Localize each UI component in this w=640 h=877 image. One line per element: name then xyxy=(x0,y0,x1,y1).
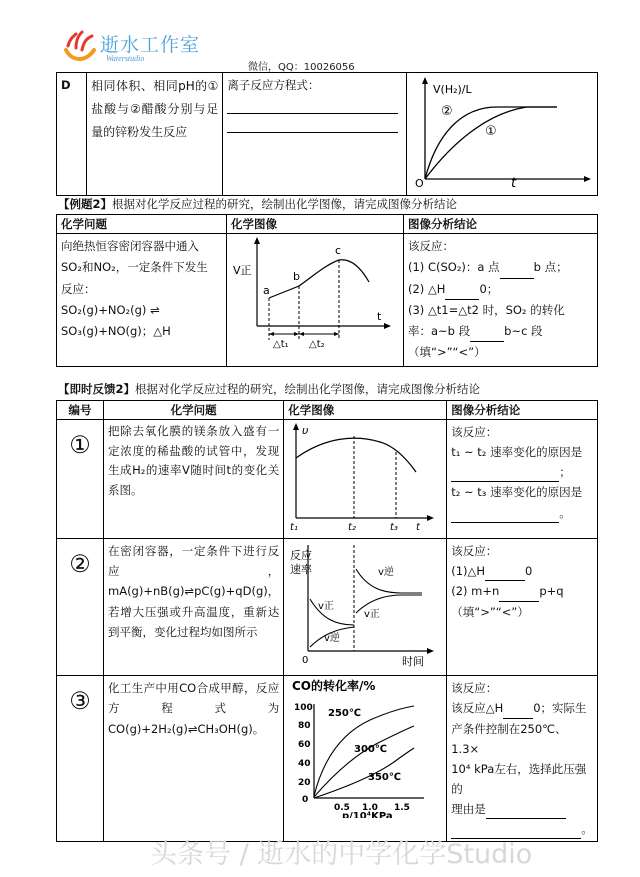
point-c: c xyxy=(335,244,342,257)
example2-problem xyxy=(57,234,227,367)
contact-info: 微信，QQ：10026056 xyxy=(248,62,355,73)
row-problem: 把除去氧化膜的镁条放入盛有一定浓度的稀盐酸的试管中，发现生成H₂的速率V随时间t的变化关系图。 xyxy=(104,420,284,539)
label-vzheng-1: v正 xyxy=(318,601,335,613)
conclusion-line: （填“>”“<”） xyxy=(408,345,486,360)
ytick: 40 xyxy=(298,759,311,770)
example2-graph-cell xyxy=(227,234,404,367)
point-a: a xyxy=(263,284,270,297)
header-conclusion: 图像分析结论 xyxy=(404,215,598,234)
equation-cell xyxy=(223,73,407,196)
tick-t3: t₃ xyxy=(390,522,399,532)
row-label: D xyxy=(57,73,87,196)
example2-conclusion xyxy=(404,234,598,367)
row-number: ② xyxy=(57,539,104,676)
logo-subtitle: Waterstudio xyxy=(106,54,145,63)
logo xyxy=(62,28,232,68)
graph-ylabel: V正 xyxy=(233,264,252,277)
conclusion-line: 率：a~b 段 b~c 段 xyxy=(408,321,593,342)
problem-line: 反应： xyxy=(61,281,96,296)
series-250: 250℃ xyxy=(328,708,362,720)
row-conclusion: 该反应： (1)△H 0 (2) m+n p+q （填“>”“<”） xyxy=(447,539,598,676)
series-300: 300℃ xyxy=(354,744,388,756)
header-graph: 化学图像 xyxy=(284,401,447,420)
ytick: 0 xyxy=(302,795,309,806)
ylabel-part: 速率 xyxy=(290,563,313,577)
point-b: b xyxy=(293,270,300,283)
co-conversion-graph xyxy=(284,676,438,818)
example2-heading xyxy=(58,196,457,212)
row-graph-cell xyxy=(284,420,447,539)
graph-ylabel: υ xyxy=(302,424,309,437)
row-conclusion: 该反应： t₁ ~ t₂ 速率变化的原因是 ； t₂ ~ t₃ 速率变化的原因是 。 xyxy=(447,420,598,539)
feedback2-heading xyxy=(58,381,480,397)
zinc-acid-graph xyxy=(407,73,597,189)
example2-text: 根据对化学反应过程的研究，绘制出化学图像，请完成图像分析结论 xyxy=(112,197,458,211)
row-graph-cell xyxy=(284,539,447,676)
delta-t1: △t₁ xyxy=(273,339,289,350)
ytick: 20 xyxy=(298,778,311,789)
watermark: 头条号 / 逝水的中学化学Studio xyxy=(150,839,533,870)
series-350: 350℃ xyxy=(368,772,402,784)
tick-t1: t₁ xyxy=(290,522,299,532)
ytick: 100 xyxy=(294,703,314,714)
graph-origin: O xyxy=(415,177,424,189)
label-vzheng-2: v正 xyxy=(364,609,381,621)
row-number: ③ xyxy=(57,676,104,842)
equation-label: 离子反应方程式： xyxy=(227,78,320,92)
row-conclusion: 该反应： 该反应△H 0；实际生 产条件控制在250℃、1.3× 10⁴ kPa左右，选择此压强的 理由是 。 xyxy=(447,676,598,842)
curve-label-1: ① xyxy=(485,124,497,139)
header-number: 编号 xyxy=(57,401,104,420)
feedback2-tag: 【即时反馈2】 xyxy=(58,382,136,396)
problem-line: SO₃(g)+NO(g)；△H xyxy=(61,324,171,339)
graph-title: CO的转化率/% xyxy=(292,679,376,694)
example2-graph xyxy=(227,234,395,350)
logo-title: 逝水工作室 xyxy=(100,34,201,56)
row-problem: 化工生产中用CO合成甲醇，反应方程式为CO(g)+2H₂(g)⇌CH₃OH(g)。 xyxy=(104,676,284,842)
example2-tag: 【例题2】 xyxy=(58,197,113,211)
graph-xlabel: t xyxy=(511,176,517,189)
problem-line: SO₂(g)+NO₂(g) ⇌ xyxy=(61,302,160,317)
row-graph-cell xyxy=(284,676,447,842)
table-d xyxy=(56,72,598,196)
delta-t2: △t₂ xyxy=(309,339,325,350)
mg-rate-graph xyxy=(284,420,438,532)
curve-label-2: ② xyxy=(441,104,453,119)
problem-line: 向绝热恒容密闭容器中通入 xyxy=(61,239,199,253)
graph-xlabel: p/10⁴KPa xyxy=(342,811,393,819)
xtick: 0.5 xyxy=(334,803,351,814)
xtick: 1.0 xyxy=(362,803,379,814)
conclusion-line: (3) △t1=△t2 时，SO₂ 的转化 xyxy=(408,302,565,317)
feedback2-text: 根据对化学反应过程的研究，绘制出化学图像，请完成图像分析结论 xyxy=(135,382,481,396)
header-problem: 化学问题 xyxy=(57,215,227,234)
graph-ylabel xyxy=(290,548,312,576)
example2-table xyxy=(56,214,598,367)
xtick: 1.5 xyxy=(394,803,411,814)
ytick: 60 xyxy=(298,740,311,751)
tick-t2: t₂ xyxy=(348,522,357,532)
graph-xlabel: t xyxy=(416,522,421,532)
graph-cell xyxy=(407,73,598,196)
problem-text: 相同体积、相同pH的①盐酸与②醋酸分别与足量的锌粉发生反应 xyxy=(87,73,223,196)
row-problem: 在密闭容器，一定条件下进行反应，mA(g)+nB(g)⇌pC(g)+qD(g)，若增大压强或升高温度，重新达到平衡，变化过程均如图所示 xyxy=(104,539,284,676)
header-problem: 化学问题 xyxy=(104,401,284,420)
conclusion-line: (1) C(SO₂)：a 点 b 点； xyxy=(408,257,593,278)
ytick: 80 xyxy=(298,721,311,732)
header-graph: 化学图像 xyxy=(227,215,404,234)
graph-xlabel: 时间 xyxy=(402,655,425,669)
feedback2-table xyxy=(56,400,598,842)
graph-origin: 0 xyxy=(302,655,309,667)
label-vni-2: v逆 xyxy=(378,567,395,579)
problem-line: SO₂和NO₂，一定条件下发生 xyxy=(61,260,208,275)
graph-ylabel: V(H₂)/L xyxy=(433,83,472,96)
conclusion-line: 该反应： xyxy=(408,239,454,253)
header-conclusion: 图像分析结论 xyxy=(447,401,598,420)
equilibrium-rate-graph xyxy=(284,539,438,669)
graph-xlabel: t xyxy=(377,310,382,323)
ylabel-part: 反应 xyxy=(290,549,313,563)
row-number: ① xyxy=(57,420,104,539)
conclusion-line: (2) △H 0； xyxy=(408,279,593,300)
label-vni-1: v逆 xyxy=(324,633,341,645)
hand-logo-icon xyxy=(62,28,98,64)
